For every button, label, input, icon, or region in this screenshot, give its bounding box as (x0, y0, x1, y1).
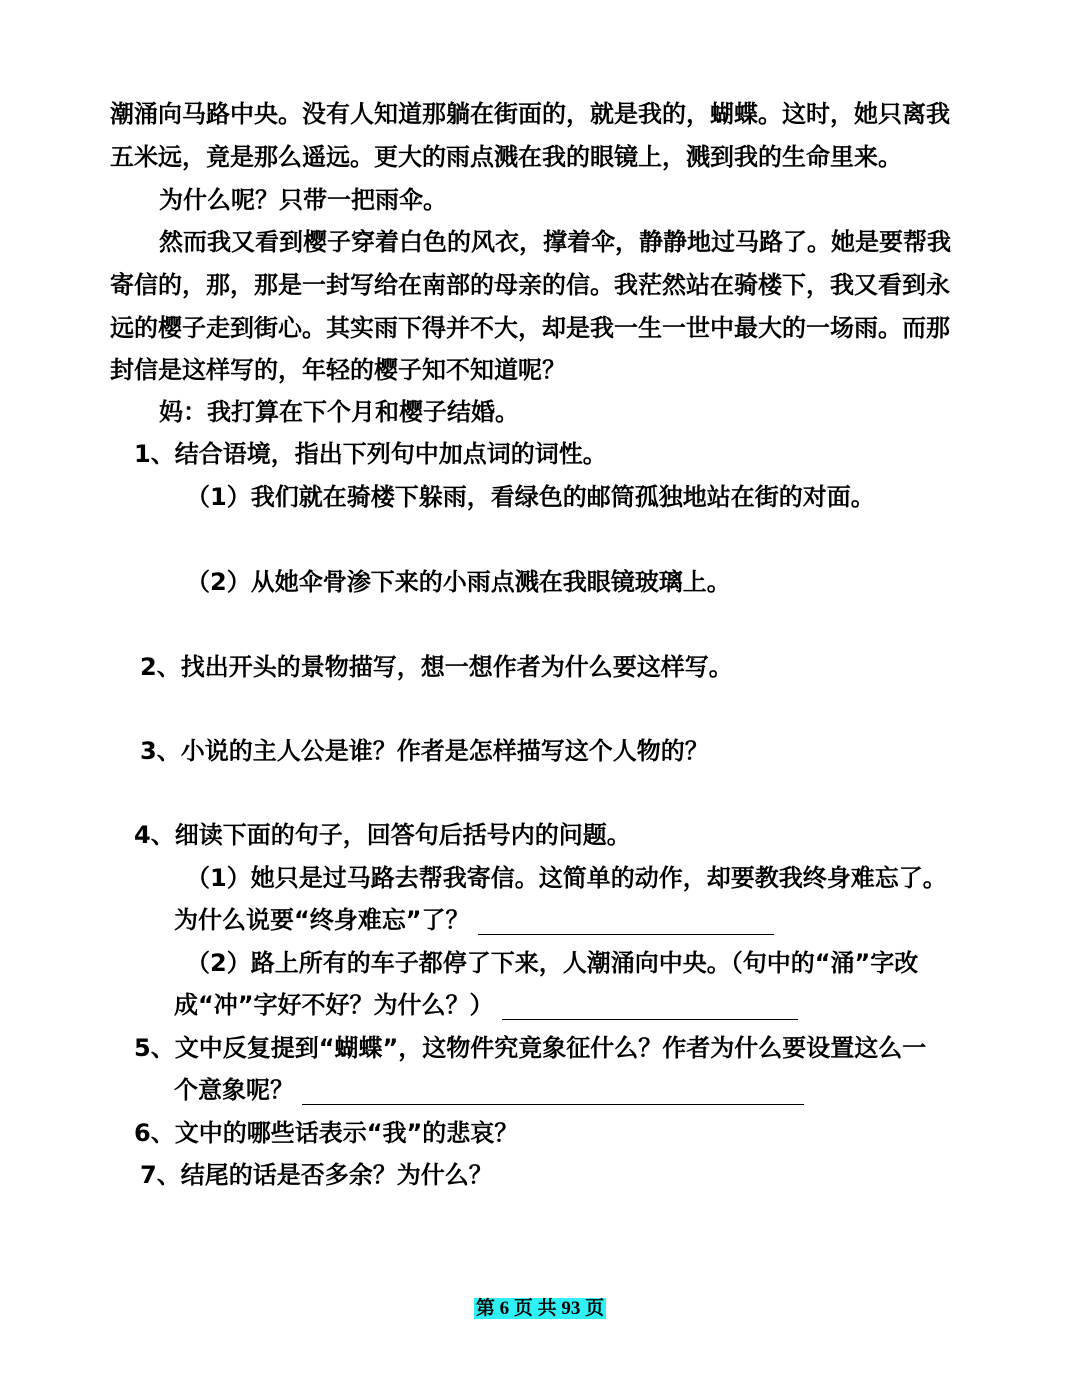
question-4-item-2-prompt: 成“冲”字好不好？为什么？） (174, 991, 494, 1019)
passage-paragraph-3-line-4: 封信是这样写的，年轻的樱子知不知道呢？ (110, 356, 566, 384)
question-1-item-2: （2）从她伞骨渗下来的小雨点溅在我眼镜玻璃上。 (186, 568, 731, 596)
passage-paragraph-3-line-2: 寄信的，那，那是一封写给在南部的母亲的信。我茫然站在骑楼下，我又看到永 (110, 271, 950, 299)
passage-paragraph-1-line-2: 五米远，竟是那么遥远。更大的雨点溅在我的眼镜上，溅到我的生命里来。 (110, 143, 902, 171)
answer-blank-4-1[interactable] (478, 910, 774, 935)
passage-paragraph-1-line-1: 潮涌向马路中央。没有人知道那躺在街面的，就是我的，蝴蝶。这时，她只离我 (110, 100, 950, 128)
question-5-line-2 (174, 1075, 804, 1105)
question-7: 7、结尾的话是否多余？为什么？ (140, 1161, 493, 1189)
page-number: 第 6 页 共 93 页 (475, 1298, 605, 1319)
question-1: 1、结合语境，指出下列句中加点词的词性。 (134, 440, 607, 468)
page-footer (0, 1296, 1080, 1322)
question-6: 6、文中的哪些话表示“我”的悲哀？ (134, 1119, 519, 1147)
question-5-prompt: 个意象呢？ (174, 1076, 294, 1104)
passage-paragraph-3-line-3: 远的樱子走到街心。其实雨下得并不大，却是我一生一世中最大的一场雨。而那 (110, 314, 950, 342)
question-3: 3、小说的主人公是谁？作者是怎样描写这个人物的？ (140, 737, 709, 765)
question-4-item-1-line-2 (174, 905, 774, 935)
passage-letter-line: 妈：我打算在下个月和樱子结婚。 (159, 398, 519, 426)
question-2: 2、找出开头的景物描写，想一想作者为什么要这样写。 (140, 653, 733, 681)
answer-blank-5[interactable] (302, 1080, 804, 1105)
question-5-line-1: 5、文中反复提到“蝴蝶”，这物件究竟象征什么？作者为什么要设置这么一 (134, 1034, 927, 1062)
question-4-item-2-line-2 (174, 990, 798, 1020)
question-4-item-1-prompt: 为什么说要“终身难忘”了？ (174, 906, 470, 934)
passage-paragraph-2: 为什么呢？只带一把雨伞。 (159, 186, 447, 214)
question-4-item-1-line-1: （1）她只是过马路去帮我寄信。这简单的动作，却要教我终身难忘了。 (186, 864, 947, 892)
passage-paragraph-3-line-1: 然而我又看到樱子穿着白色的风衣，撑着伞，静静地过马路了。她是要帮我 (159, 228, 951, 256)
answer-blank-4-2[interactable] (502, 995, 798, 1020)
question-1-item-1: （1）我们就在骑楼下躲雨，看绿色的邮筒孤独地站在街的对面。 (186, 483, 875, 511)
question-4-item-2-line-1: （2）路上所有的车子都停了下来，人潮涌向中央。（句中的“涌”字改 (186, 949, 919, 977)
question-4: 4、细读下面的句子，回答句后括号内的问题。 (134, 821, 631, 849)
